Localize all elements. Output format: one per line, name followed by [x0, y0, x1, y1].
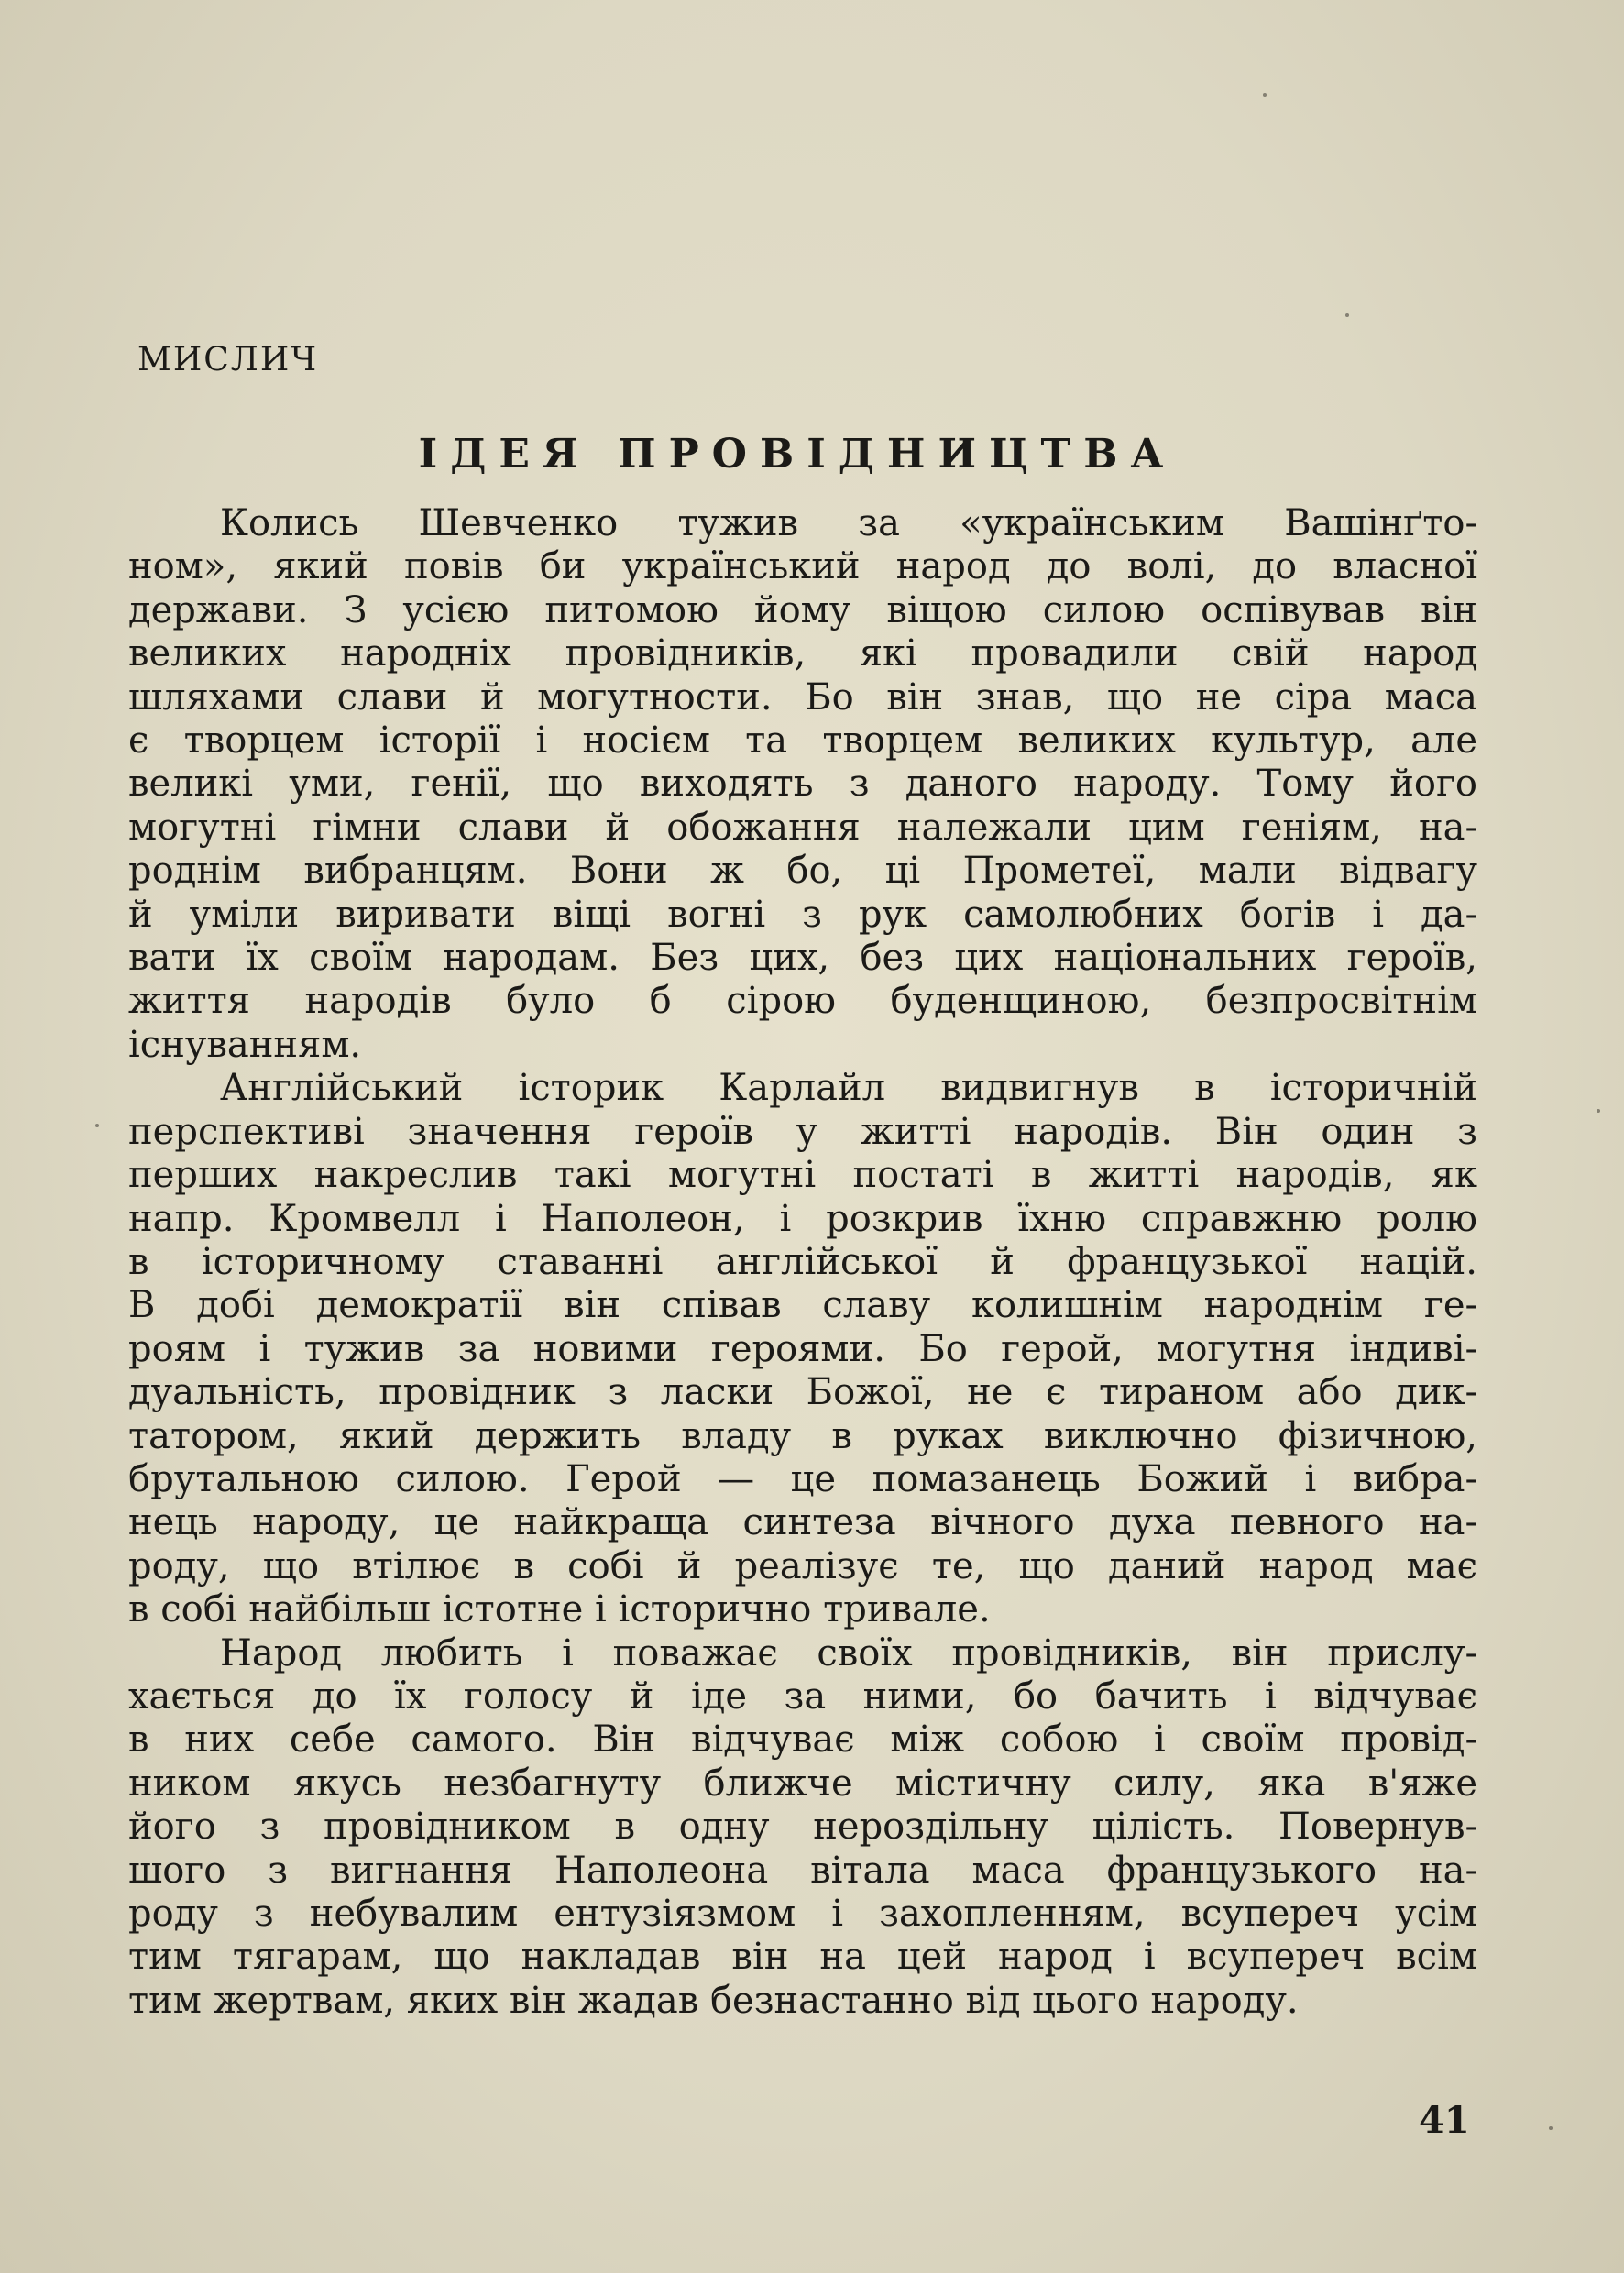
- text-line: шляхами слави й могутности. Бо він знав, що не сіра маса: [128, 675, 1477, 719]
- text-line: роду з небувалим ентузіязмом і захопленням, всупереч усім: [128, 1893, 1477, 1935]
- text-line: шого з вигнання Наполеона вітала маса французького на-: [128, 1849, 1477, 1892]
- text-line: ником якусь незбагнуту ближче містичну силу, яка в'яже: [128, 1762, 1477, 1805]
- article-body: [128, 502, 1477, 2023]
- text-line: його з провідником в одну нероздільну цілість. Повернув-: [128, 1806, 1477, 1849]
- text-line: роду, що втілює в собі й реалізує те, що даний народ має: [128, 1544, 1477, 1587]
- text-line: існуванням.: [128, 1023, 362, 1066]
- paragraph: [128, 1632, 1477, 2024]
- text-line: ном», який повів би український народ до волі, до власної: [128, 545, 1477, 588]
- paper-speck: [1345, 313, 1349, 317]
- chapter-title: ІДЕЯ ПРОВІДНИЦТВА: [418, 431, 1177, 478]
- text-line: життя народів було б сірою буденщиною, безпросвітнім: [128, 980, 1477, 1023]
- paper-speck: [95, 1124, 99, 1127]
- text-line: брутальною силою. Герой — це помазанець Божий і вибра-: [128, 1457, 1477, 1500]
- text-line: роям і тужив за новими героями. Бо герой, могутня індиві-: [128, 1327, 1477, 1370]
- text-line: Англійський історик Карлайл видвигнув в історичній: [220, 1067, 1477, 1110]
- text-line: нець народу, це найкраща синтеза вічного духа певного на-: [128, 1501, 1477, 1544]
- text-line: Народ любить і поважає своїх провідників, він прислу-: [220, 1631, 1477, 1675]
- text-line: тим тягарам, що накладав він на цей народ і всупереч всім: [128, 1936, 1477, 1979]
- text-line: татором, який держить владу в руках виключно фізичною,: [128, 1414, 1477, 1457]
- text-line: в історичному ставанні англійської й французької націй.: [128, 1240, 1477, 1283]
- page-number: 41: [1419, 2099, 1470, 2142]
- text-line: В добі демократії він співав славу колишнім народнім ге-: [128, 1284, 1477, 1327]
- text-line: держави. З усією питомою йому віщою силою оспівував він: [128, 588, 1477, 631]
- text-line: хається до їх голосу й іде за ними, бо бачить і відчуває: [128, 1675, 1477, 1718]
- author-name: МИСЛИЧ: [137, 341, 319, 379]
- text-line: перспективі значення героїв у житті народів. Він один з: [128, 1110, 1477, 1153]
- text-line: в них себе самого. Він відчуває між собою і своїм провід-: [128, 1718, 1477, 1762]
- paragraph: [128, 502, 1477, 1067]
- text-line: є творцем історії і носієм та творцем великих культур, але: [128, 719, 1477, 763]
- paper-speck: [1597, 1109, 1600, 1113]
- paper-speck: [1549, 2126, 1553, 2130]
- text-line: дуальність, провідник з ласки Божої, не є тираном або дик-: [128, 1371, 1477, 1414]
- text-line: перших накреслив такі могутні постаті в житті народів, як: [128, 1154, 1477, 1197]
- text-line: напр. Кромвелл і Наполеон, і розкрив їхню справжню ролю: [128, 1197, 1477, 1240]
- text-line: в собі найбільш істотне і історично тривале.: [128, 1588, 991, 1631]
- text-line: могутні гімни слави й обожання належали цим геніям, на-: [128, 806, 1477, 849]
- text-line: великі уми, генії, що виходять з даного народу. Тому його: [128, 763, 1477, 806]
- text-line: вати їх своїм народам. Без цих, без цих національних героїв,: [128, 937, 1477, 980]
- text-line: тим жертвам, яких він жадав безнастанно від цього народу.: [128, 1979, 1299, 2022]
- text-line: роднім вибранцям. Вони ж бо, ці Прометеї, мали відвагу: [128, 850, 1477, 893]
- text-line: й уміли виривати віщі вогні з рук самолюбних богів і да-: [128, 893, 1477, 936]
- text-line: великих народніх провідників, які провадили свій народ: [128, 632, 1477, 675]
- paragraph: [128, 1067, 1477, 1631]
- paper-speck: [1263, 93, 1267, 97]
- text-line: Колись Шевченко тужив за «українським Вашінґто-: [220, 502, 1477, 544]
